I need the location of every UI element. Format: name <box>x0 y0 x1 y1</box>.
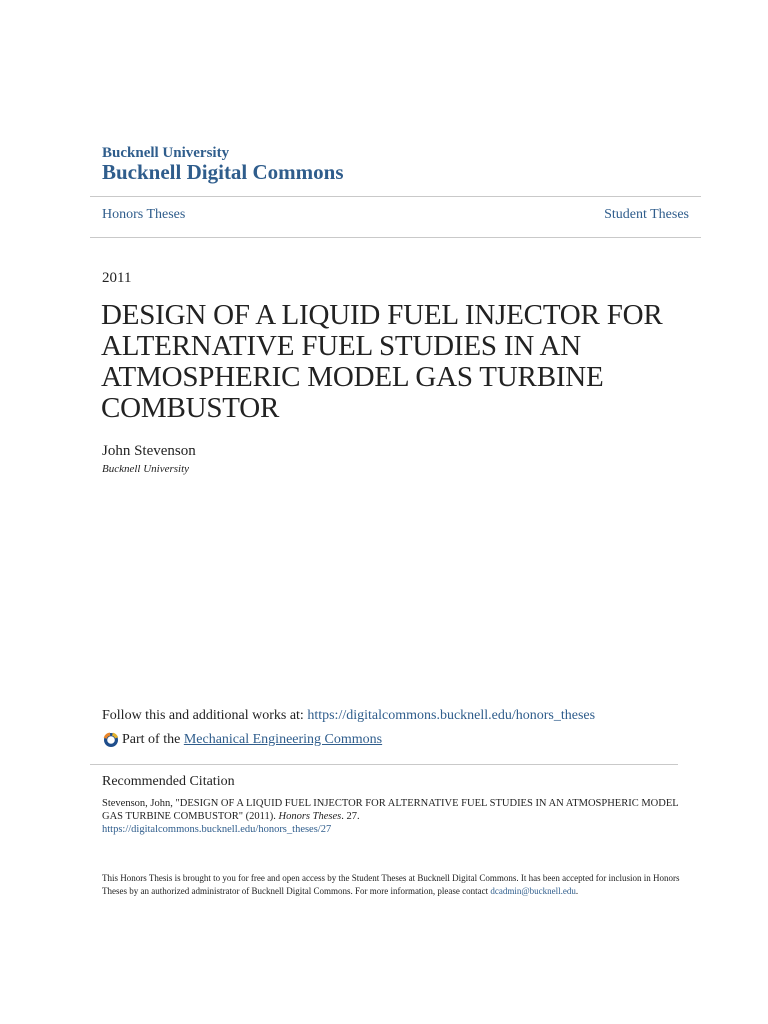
citation-url-link[interactable]: https://digitalcommons.bucknell.edu/honors_theses/27 <box>102 824 332 835</box>
part-of-line <box>102 731 382 749</box>
follow-line <box>102 708 595 724</box>
citation-number: . 27. <box>341 811 360 822</box>
nav-honors-theses-link[interactable]: Honors Theses <box>102 207 186 222</box>
recommended-citation-heading: Recommended Citation <box>102 774 235 789</box>
access-notice-text: This Honors Thesis is brought to you for free and open access by the Student Theses at Bucknell Digital Commons. It has been accepted for inclusion in Honors Theses by an authorized administrator of Bucknell Digital Commons. For more information, please contact <box>102 873 680 896</box>
author-affiliation: Bucknell University <box>102 463 190 475</box>
access-notice-end: . <box>575 886 579 896</box>
contact-email-link[interactable]: dcadmin@bucknell.edu <box>490 886 576 896</box>
nav-student-theses-link[interactable]: Student Theses <box>604 207 689 222</box>
bepress-commons-network-icon <box>102 731 120 749</box>
citation-text: Stevenson, John, "DESIGN OF A LIQUID FUEL INJECTOR FOR ALTERNATIVE FUEL STUDIES IN AN ATMOSPHERIC MODEL GAS TURBINE COMBUSTOR" (2011). <box>102 798 679 822</box>
mechanical-engineering-commons-link[interactable]: Mechanical Engineering Commons <box>183 732 383 747</box>
university-name[interactable]: Bucknell University <box>102 145 230 161</box>
author-name: John Stevenson <box>102 443 196 459</box>
paper-title: DESIGN OF A LIQUID FUEL INJECTOR FOR ALTERNATIVE FUEL STUDIES IN AN ATMOSPHERIC MODEL GAS TURBINE COMBUSTOR <box>101 299 663 424</box>
citation-series: Honors Theses <box>278 811 342 822</box>
publication-year: 2011 <box>102 270 132 286</box>
follow-label: Follow this and additional works at: <box>102 708 308 723</box>
divider-citation <box>90 764 678 765</box>
repository-name[interactable]: Bucknell Digital Commons <box>102 160 344 184</box>
divider-mid <box>90 237 701 238</box>
citation-body <box>102 797 682 836</box>
part-of-label: Part of the <box>122 732 181 747</box>
access-notice <box>102 872 682 898</box>
divider-top <box>90 196 701 197</box>
follow-url-link[interactable]: https://digitalcommons.bucknell.edu/honors_theses <box>307 708 596 723</box>
